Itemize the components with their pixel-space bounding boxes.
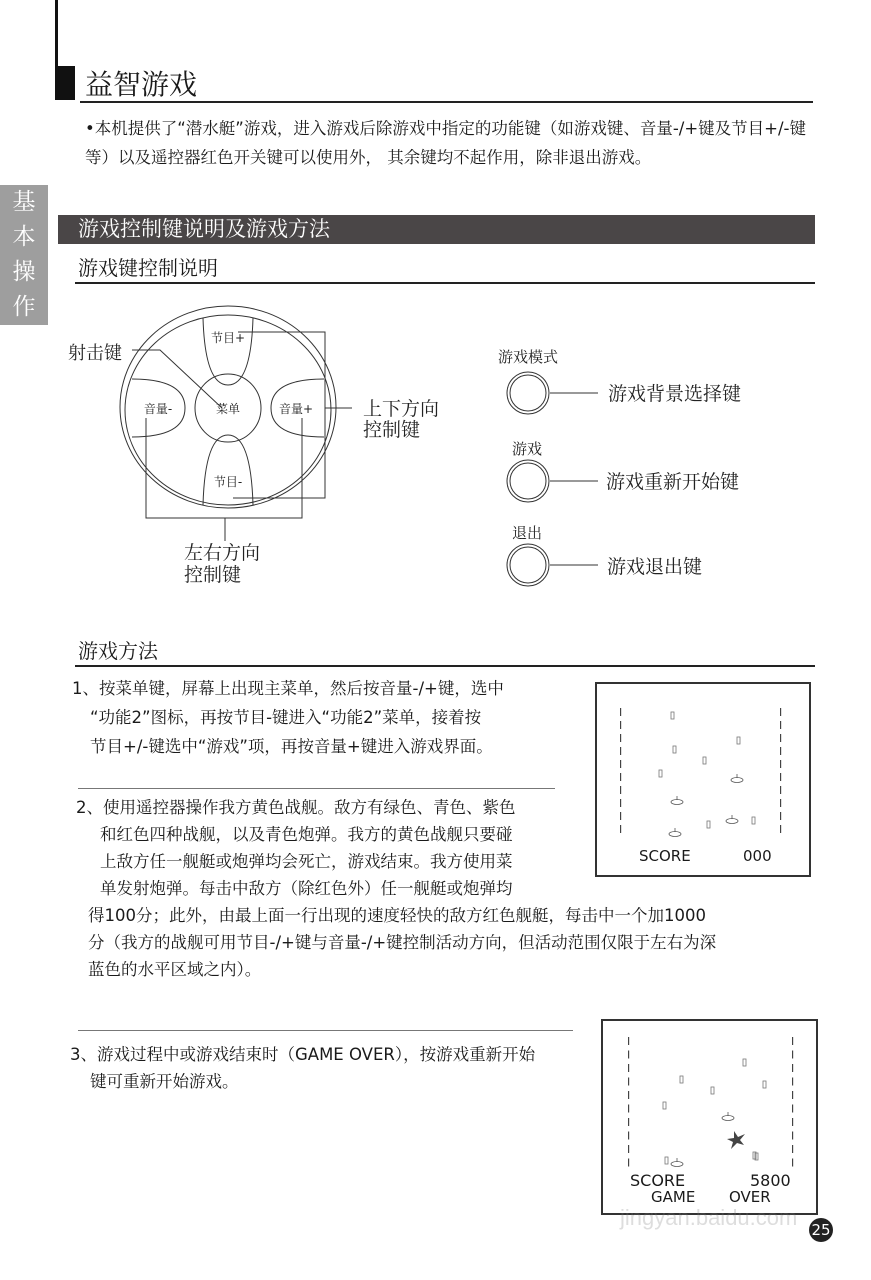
wall-marker: I bbox=[791, 1129, 795, 1143]
bomb-icon bbox=[707, 821, 710, 828]
step1 bbox=[72, 674, 504, 761]
wall-marker: I bbox=[779, 771, 783, 784]
wall-marker: I bbox=[619, 732, 623, 745]
section1-underline bbox=[75, 282, 815, 284]
wall-marker: I bbox=[791, 1048, 795, 1062]
bomb-icon bbox=[763, 1081, 766, 1088]
wall-marker: I bbox=[779, 719, 783, 732]
fire-pointer bbox=[132, 350, 222, 408]
wall-marker: I bbox=[791, 1156, 795, 1170]
header-bar-block bbox=[55, 66, 75, 100]
bomb-icon bbox=[703, 757, 706, 764]
bomb-icon bbox=[673, 746, 676, 753]
wall-marker: I bbox=[619, 771, 623, 784]
score-value: 5800 bbox=[750, 1171, 791, 1190]
updown-label-1: 上下方向 bbox=[363, 398, 440, 420]
section-banner: 游戏控制键说明及游戏方法 bbox=[58, 215, 815, 244]
wall-marker: I bbox=[791, 1035, 795, 1048]
submarine-icon bbox=[671, 800, 683, 805]
wall-marker: I bbox=[779, 810, 783, 823]
game-over-text-game: GAME bbox=[651, 1188, 696, 1206]
wall-marker: I bbox=[779, 758, 783, 771]
menu-label: 菜单 bbox=[215, 402, 241, 416]
step3-line: 3、游戏过程中或游戏结束时（GAME OVER），按游戏重新开始 bbox=[70, 1045, 536, 1064]
game-desc: 游戏重新开始键 bbox=[606, 471, 740, 493]
bomb-icon bbox=[752, 817, 755, 824]
step2-line: 2、使用遥控器操作我方黄色战舰。敌方有绿色、青色、紫色 bbox=[76, 798, 516, 817]
wall-marker: I bbox=[619, 810, 623, 823]
wall-marker: I bbox=[791, 1075, 795, 1089]
bomb-icon bbox=[711, 1087, 714, 1094]
divider bbox=[78, 1030, 573, 1031]
submarine-icon bbox=[731, 778, 743, 783]
step2-line: 分（我方的战舰可用节目-/+键与音量-/+键控制活动方向，但活动范围仅限于左右为深 bbox=[88, 933, 717, 952]
leftright-label-1: 左右方向 bbox=[184, 542, 261, 564]
step1-line: 1、按菜单键，屏幕上出现主菜单，然后按音量-/+键，选中 bbox=[72, 679, 504, 698]
step2-line: 单发射炮弹。每击中敌方（除红色外）任一舰艇或炮弹均 bbox=[100, 879, 513, 898]
score-value: 000 bbox=[743, 847, 772, 865]
ch-up-key-shape bbox=[203, 318, 253, 385]
vol-down-label: 音量- bbox=[143, 402, 173, 416]
step2-line: 蓝色的水平区域之内）。 bbox=[88, 960, 262, 979]
submarine-icon bbox=[669, 832, 681, 837]
intro-paragraph: •本机提供了“潜水艇”游戏，进入游戏后除游戏中指定的功能键（如游戏键、音量-/+键及节目+/-键等）以及遥控器红色开关键可以使用外， 其余键均不起作用，除非退出游戏。 bbox=[85, 119, 807, 167]
wall-marker: I bbox=[619, 719, 623, 732]
game-key-label: 游戏 bbox=[512, 440, 543, 458]
game-screen-start bbox=[595, 682, 811, 877]
exit-key-label: 退出 bbox=[512, 524, 543, 542]
ch-down-key-shape bbox=[203, 435, 253, 505]
wall-marker: I bbox=[791, 1062, 795, 1075]
step2-line: 和红色四种战舰，以及青色炮弹。我方的黄色战舰只要碰 bbox=[100, 825, 513, 844]
wall-marker: I bbox=[779, 706, 783, 719]
wall-marker: I bbox=[627, 1035, 631, 1048]
wall-marker: I bbox=[791, 1143, 795, 1156]
section2-title: 游戏方法 bbox=[78, 639, 158, 663]
exit-desc: 游戏退出键 bbox=[607, 556, 703, 578]
button-game-mode[interactable] bbox=[507, 372, 549, 414]
bomb-icon bbox=[743, 1059, 746, 1066]
game-field bbox=[597, 684, 809, 875]
wall-marker: I bbox=[791, 1102, 795, 1116]
fire-key-label: 射击键 bbox=[68, 343, 122, 364]
wall-marker: I bbox=[779, 823, 783, 836]
game-mode-desc: 游戏背景选择键 bbox=[608, 383, 742, 405]
wall-marker: I bbox=[779, 745, 783, 758]
submarine-icon bbox=[671, 1162, 683, 1167]
submarine-icon bbox=[726, 819, 738, 824]
wall-marker: I bbox=[627, 1116, 631, 1129]
wall-marker: I bbox=[627, 1048, 631, 1062]
updown-label-2: 控制键 bbox=[363, 419, 421, 441]
bomb-icon bbox=[663, 1102, 666, 1109]
button-game[interactable] bbox=[507, 460, 549, 502]
leftright-label-2: 控制键 bbox=[184, 564, 242, 586]
step3-line: 键可重新开始游戏。 bbox=[90, 1072, 239, 1091]
step1-line: 节目+/-键选中“游戏”项，再按音量+键进入游戏界面。 bbox=[90, 737, 493, 756]
wall-marker: I bbox=[627, 1129, 631, 1143]
ch-down-label: 节目- bbox=[213, 475, 243, 489]
title-underline bbox=[80, 101, 813, 103]
wall-marker: I bbox=[627, 1143, 631, 1156]
game-over-text-over: OVER bbox=[729, 1188, 771, 1206]
step1-line: “功能2”图标，再按节目-键进入“功能2”菜单，接着按 bbox=[90, 708, 482, 727]
wall-marker: I bbox=[619, 823, 623, 836]
bomb-icon bbox=[665, 1157, 668, 1164]
divider bbox=[78, 788, 555, 789]
side-tab-char: 基 bbox=[12, 189, 36, 215]
side-tab-char: 作 bbox=[12, 294, 36, 320]
submarine-icon bbox=[722, 1116, 734, 1121]
watermark: jingyan.baidu.com bbox=[620, 1205, 798, 1230]
wall-marker: I bbox=[627, 1062, 631, 1075]
wall-marker: I bbox=[627, 1156, 631, 1170]
wall-marker: I bbox=[627, 1102, 631, 1116]
wall-marker: I bbox=[791, 1116, 795, 1129]
vol-up-label: 音量+ bbox=[278, 402, 314, 416]
bomb-icon bbox=[680, 1076, 683, 1083]
game-mode-key-label: 游戏模式 bbox=[498, 348, 559, 366]
explosion-icon bbox=[727, 1131, 745, 1149]
wall-marker: I bbox=[627, 1075, 631, 1089]
score-label: SCORE bbox=[639, 847, 691, 865]
wall-marker: I bbox=[619, 706, 623, 719]
button-exit[interactable] bbox=[507, 544, 549, 586]
wall-marker: I bbox=[619, 758, 623, 771]
remote-diagram bbox=[0, 295, 871, 605]
page-number: 25 bbox=[809, 1218, 833, 1242]
wall-marker: I bbox=[779, 732, 783, 745]
wall-marker: I bbox=[627, 1089, 631, 1102]
wall-marker: I bbox=[779, 797, 783, 810]
game-screen-over bbox=[601, 1019, 818, 1215]
side-tab-char: 操 bbox=[12, 259, 36, 285]
ch-up-label: 节目+ bbox=[210, 331, 246, 345]
leftright-bracket bbox=[146, 418, 302, 518]
section2-underline bbox=[75, 665, 815, 667]
step2-line: 上敌方任一舰艇或炮弹均会死亡，游戏结束。我方使用菜 bbox=[100, 852, 513, 871]
bomb-icon bbox=[737, 737, 740, 744]
bomb-icon bbox=[671, 712, 674, 719]
score-label: SCORE bbox=[630, 1171, 686, 1190]
wall-marker: I bbox=[619, 797, 623, 810]
side-tab-char: 本 bbox=[12, 224, 36, 250]
step3 bbox=[70, 1041, 535, 1095]
wall-marker: I bbox=[779, 784, 783, 797]
wall-marker: I bbox=[619, 745, 623, 758]
bomb-icon bbox=[659, 770, 662, 777]
wall-marker: I bbox=[619, 784, 623, 797]
wall-marker: I bbox=[791, 1089, 795, 1102]
section1-title: 游戏键控制说明 bbox=[78, 256, 218, 280]
page-title: 益智游戏 bbox=[85, 68, 198, 101]
step2-line: 得100分；此外，由最上面一行出现的速度轻快的敌方红色舰艇，每击中一个加1000 bbox=[88, 906, 706, 925]
